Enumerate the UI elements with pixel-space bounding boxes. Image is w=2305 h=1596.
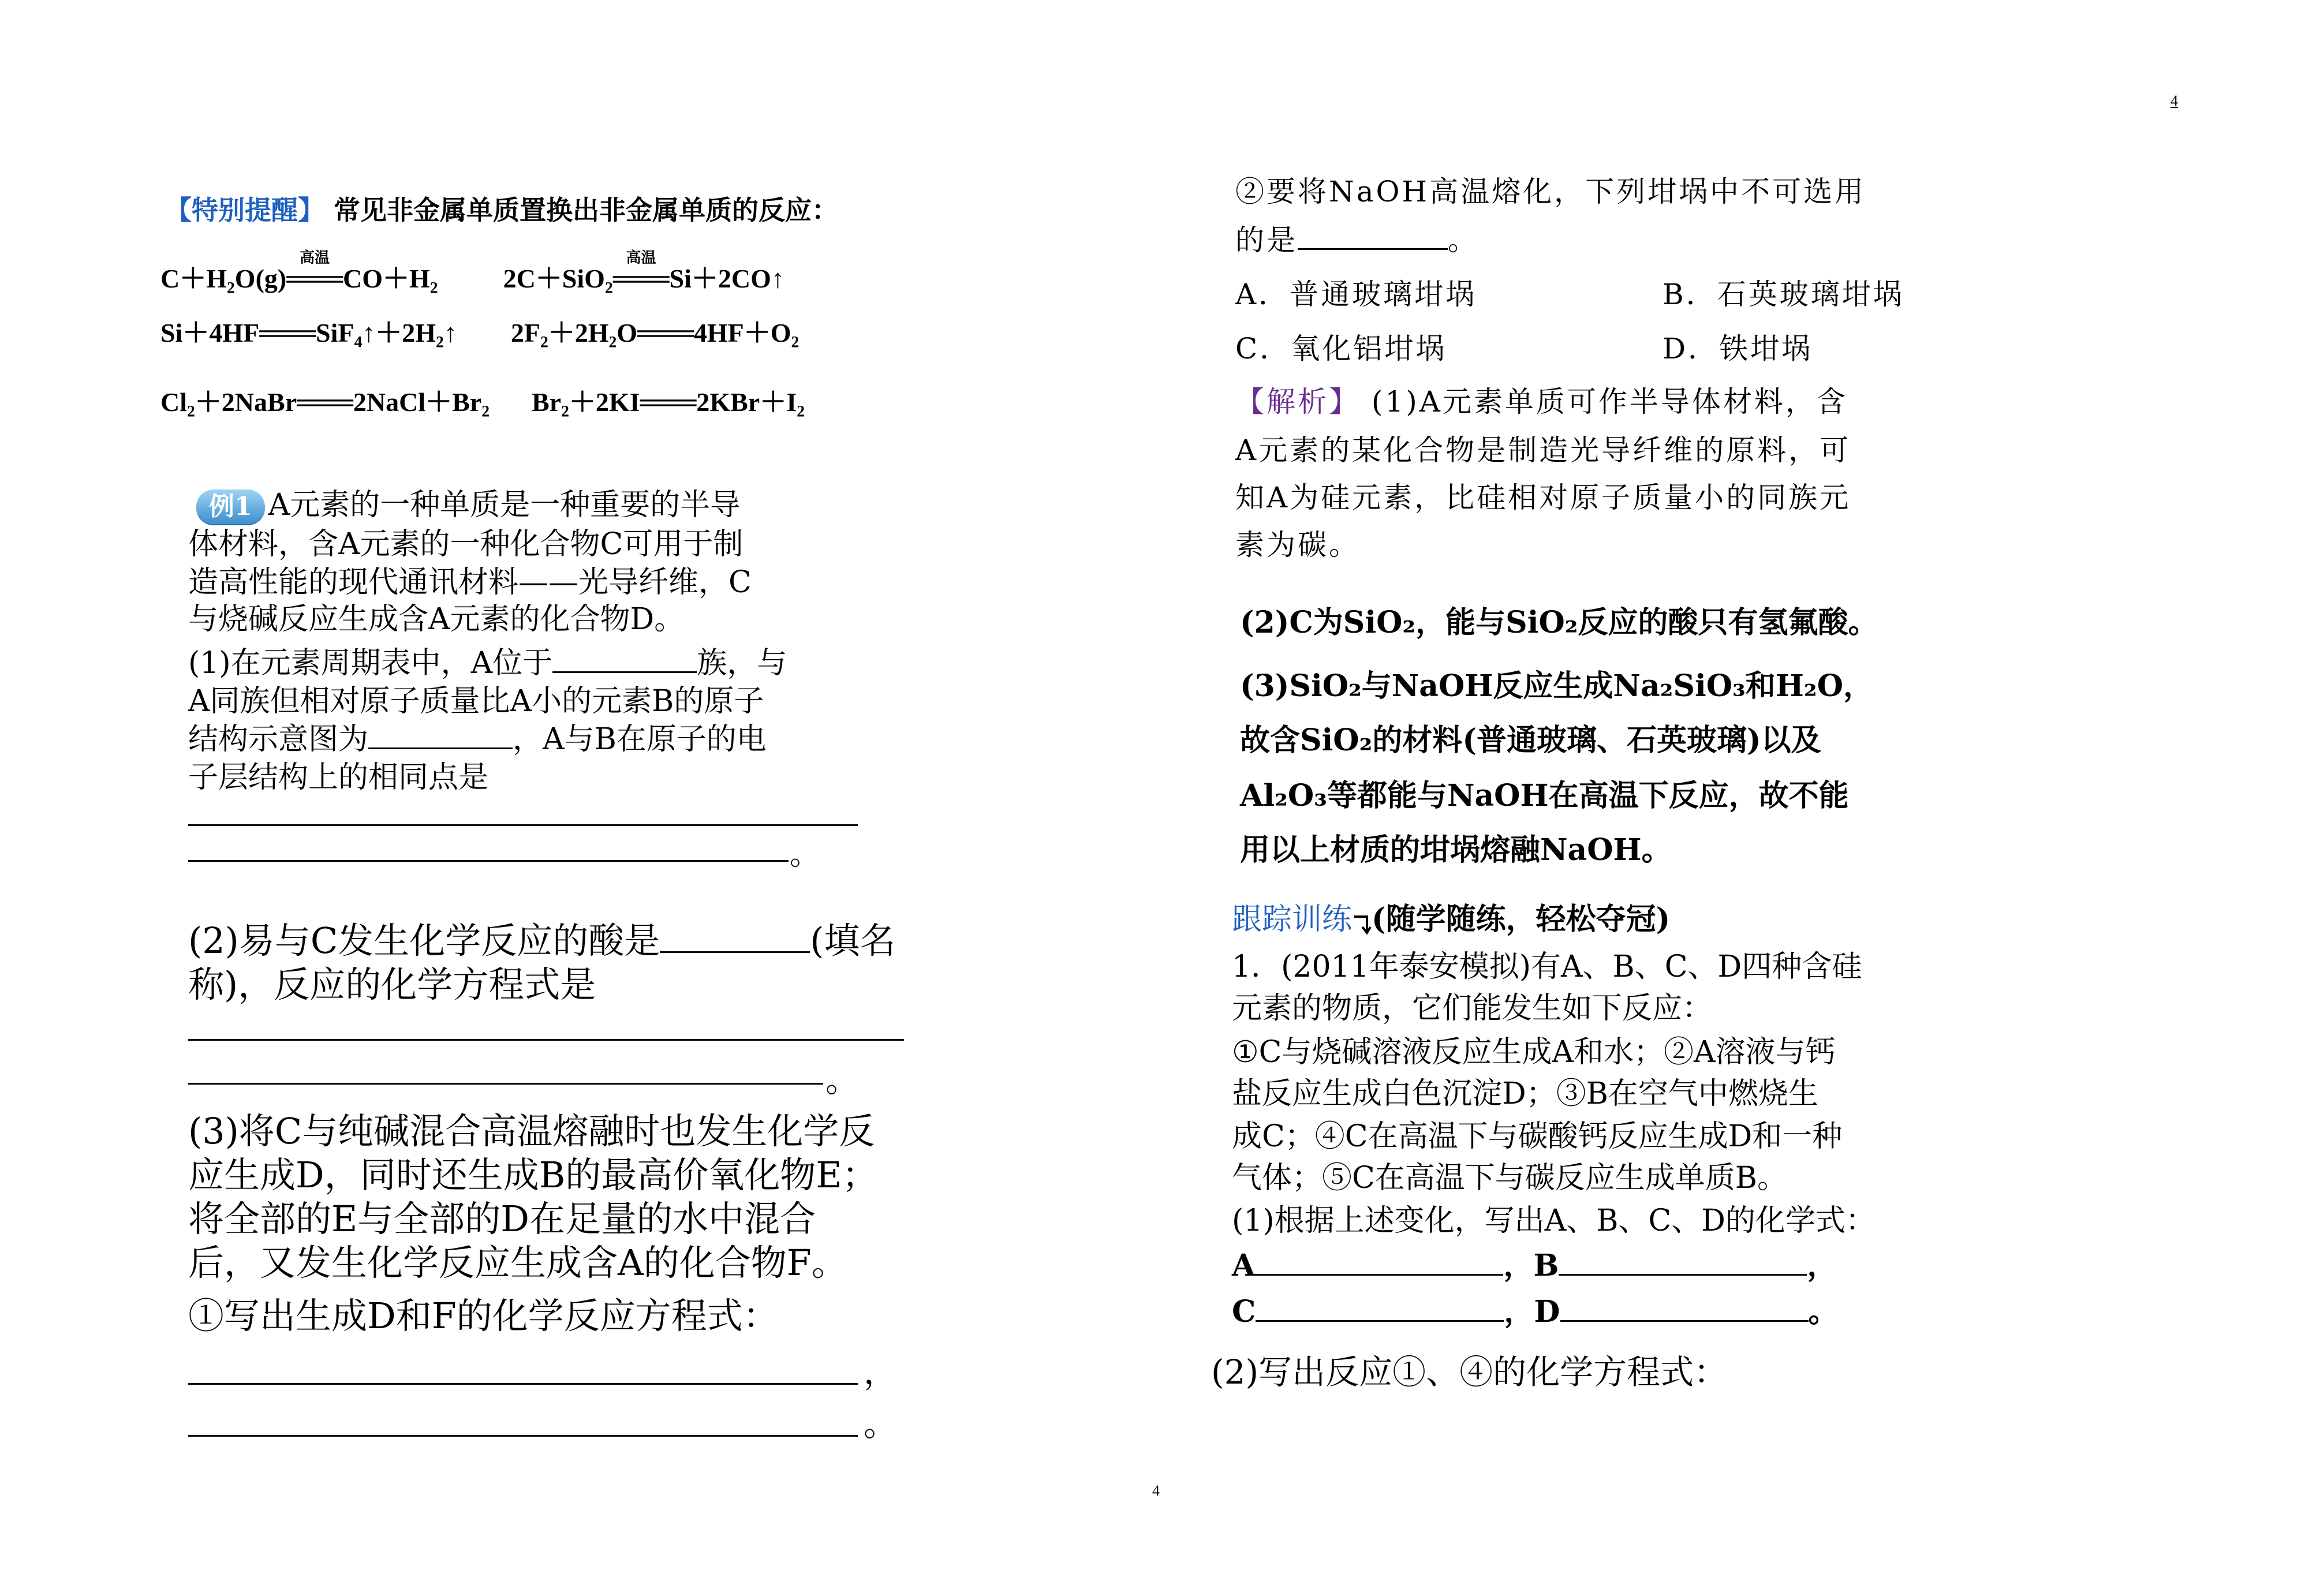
q3-answer-rule-1[interactable] [188,1383,858,1385]
equation-2-condition: 高温 [626,249,656,266]
q2-answer-rule-1[interactable] [188,1039,904,1041]
answer-label-b: ，B [1503,1248,1559,1283]
equation-line-1 [160,249,784,296]
example-badge: 例1 [196,489,265,524]
q1-text-b: 族，与 [697,646,787,681]
q3-line-1: (3)将C与纯碱混合高温熔融时也发生化学反 [188,1110,875,1152]
analysis-tag: 【解析】 [1235,385,1360,418]
equation-4: 2F₂＋2H₂O═══4HF＋O₂ [510,318,800,347]
q1-blank-group[interactable] [552,641,697,673]
equation-1-left: C＋H₂O(g) [160,264,287,293]
example-line-2: 体材料，含A元素的一种化合物C可用于制 [188,527,744,562]
q3-sub-1: ①写出生成D和F的化学反应方程式： [188,1295,779,1337]
qcont-blank[interactable] [1298,219,1448,250]
answer-row-2-end: 。 [1808,1294,1839,1329]
bottom-page-number: 4 [1152,1482,1160,1499]
analysis-part-2: (2)C为SiO₂，能与SiO₂反应的酸只有氢氟酸。 [1240,605,1878,640]
option-d[interactable]: D．铁坩埚 [1663,332,1813,365]
analysis-line-3: 知A为硅元素，比硅相对原子质量小的同族元 [1235,481,1851,514]
analysis-line-4: 素为碳。 [1235,528,1360,562]
hook-arrow-icon [1352,909,1372,935]
qcont-line-2 [1235,217,1479,259]
q2-blank-acid[interactable] [660,915,810,953]
analysis-part-3-line-2: 故含SiO₂的材料(普通玻璃、石英玻璃)以及 [1240,723,1821,758]
answer-label-d: ，D [1504,1294,1560,1329]
training-header [1232,895,1670,938]
q2-text-b: (填名 [810,920,896,962]
equation-1-condition: 高温 [300,249,330,266]
q1-blank-structure[interactable] [368,717,513,749]
equation-3: Si＋4HF═══SiF₄↑＋2H₂↑ [160,318,457,347]
q2-text-a: (2)易与C发生化学反应的酸是 [188,920,660,962]
q1-answer-rule-1[interactable] [188,824,858,826]
q3-end-mark: 。 [864,1404,898,1444]
analysis-part-3-line-1: (3)SiO₂与NaOH反应生成Na₂SiO₃和H₂O， [1240,668,1874,704]
training-q1-line-4: 盐反应生成白色沉淀D；③B在空气中燃烧生 [1232,1077,1818,1111]
q1-answer-rule-2[interactable] [188,860,789,862]
training-answer-row-1 [1232,1241,1837,1284]
answer-label-a: A [1232,1248,1256,1283]
analysis-line-2: A元素的某化合物是制造光导纤维的原料，可 [1235,433,1851,467]
q1-line-2: A同族但相对原子质量比A小的元素B的原子 [188,684,764,719]
q1-line-1 [188,638,787,682]
qcont-line-1: ②要将NaOH高温熔化，下列坩埚中不可选用 [1235,175,1866,208]
reminder-line [165,189,838,227]
training-q1-sub-2: (2)写出反应①、④的化学方程式： [1211,1352,1728,1392]
q1-text-a: (1)在元素周期表中，A位于 [188,646,553,681]
equation-6: Br₂＋2KI═══2KBr＋I₂ [532,387,805,417]
training-q1-line-2: 元素的物质，它们能发生如下反应： [1232,991,1713,1026]
answer-blank-b[interactable] [1559,1244,1807,1276]
q3-line-2: 应生成D，同时还生成B的最高价氧化物E； [188,1154,878,1196]
q3-line-4: 后，又发生化学反应生成含A的化合物F。 [188,1242,847,1284]
example-line-4: 与烧碱反应生成含A元素的化合物D。 [188,602,685,637]
equation-line-3 [160,381,805,419]
q2-line-2: 称)，反应的化学方程式是 [188,963,596,1006]
option-c[interactable]: C．氧化铝坩埚 [1235,332,1447,365]
answer-label-c: C [1232,1294,1256,1329]
equation-2-left: 2C＋SiO₂ [503,264,613,293]
option-b[interactable]: B．石英玻璃坩埚 [1663,278,1904,311]
q1-text-d: ，A与B在原子的电 [513,722,767,757]
training-title: 跟踪训练 [1232,902,1353,937]
training-q1-sub-1: (1)根据上述变化，写出A、B、C、D的化学式： [1232,1203,1876,1238]
q2-answer-rule-2[interactable] [188,1083,823,1085]
example-line-3: 造高性能的现代通讯材料——光导纤维，C [188,565,752,600]
training-q1-line-5: 成C；④C在高温下与碳酸钙反应生成D和一种 [1232,1119,1843,1154]
equation-1-right: CO＋H₂ [343,264,438,293]
equation-2-arrow: 高温 ═══ [613,263,670,294]
training-q1-line-6: 气体；⑤C在高温下与碳反应生成单质B。 [1232,1161,1788,1195]
equation-2-right: Si＋2CO↑ [669,264,784,293]
answer-blank-a[interactable] [1255,1244,1503,1276]
qcont-text-a: 的是 [1235,223,1298,257]
qcont-text-b: 。 [1448,223,1479,257]
reminder-text: 常见非金属单质置换出非金属单质的反应： [324,195,839,226]
training-answer-row-2 [1232,1287,1839,1330]
q3-line-3: 将全部的E与全部的D在足量的水中混合 [188,1198,816,1240]
reminder-tag: 【特别提醒】 [165,195,324,226]
training-q1-line-1: 1．(2011年泰安模拟)有A、B、C、D四种含硅 [1232,950,1862,984]
answer-blank-d[interactable] [1560,1290,1809,1322]
example-line-1 [196,480,740,524]
corner-page-number: 4 [2170,92,2178,109]
equation-1-arrow: 高温 ═══ [286,263,343,294]
q3-comma: ， [864,1352,898,1392]
analysis-part-3-line-4: 用以上材质的坩埚熔融NaOH。 [1240,832,1672,868]
analysis-line-1 [1235,379,1848,420]
q1-text-c: 结构示意图为 [188,722,369,757]
equation-5: Cl₂＋2NaBr═══2NaCl＋Br₂ [160,387,490,417]
option-a[interactable]: A．普通玻璃坩埚 [1235,278,1477,311]
q1-line-3 [188,715,767,758]
analysis-part-3-line-3: Al₂O₃等都能与NaOH在高温下反应，故不能 [1240,778,1849,813]
answer-blank-c[interactable] [1256,1290,1504,1322]
q1-line-4: 子层结构上的相同点是 [188,760,489,795]
q1-end-mark: 。 [790,838,820,872]
training-q1-line-3: ①C与烧碱溶液反应生成A和水；②A溶液与钙 [1232,1035,1836,1070]
analysis-text-1: (1)A元素单质可作半导体材料，含 [1360,385,1848,418]
example-text-1: A元素的一种单质是一种重要的半导 [268,488,741,522]
q2-end-mark: 。 [825,1060,860,1100]
equation-line-2 [160,312,799,350]
training-subtitle: (随学随练，轻松夺冠) [1372,902,1671,937]
q3-answer-rule-2[interactable] [188,1435,858,1437]
answer-row-1-end: ， [1807,1248,1837,1283]
